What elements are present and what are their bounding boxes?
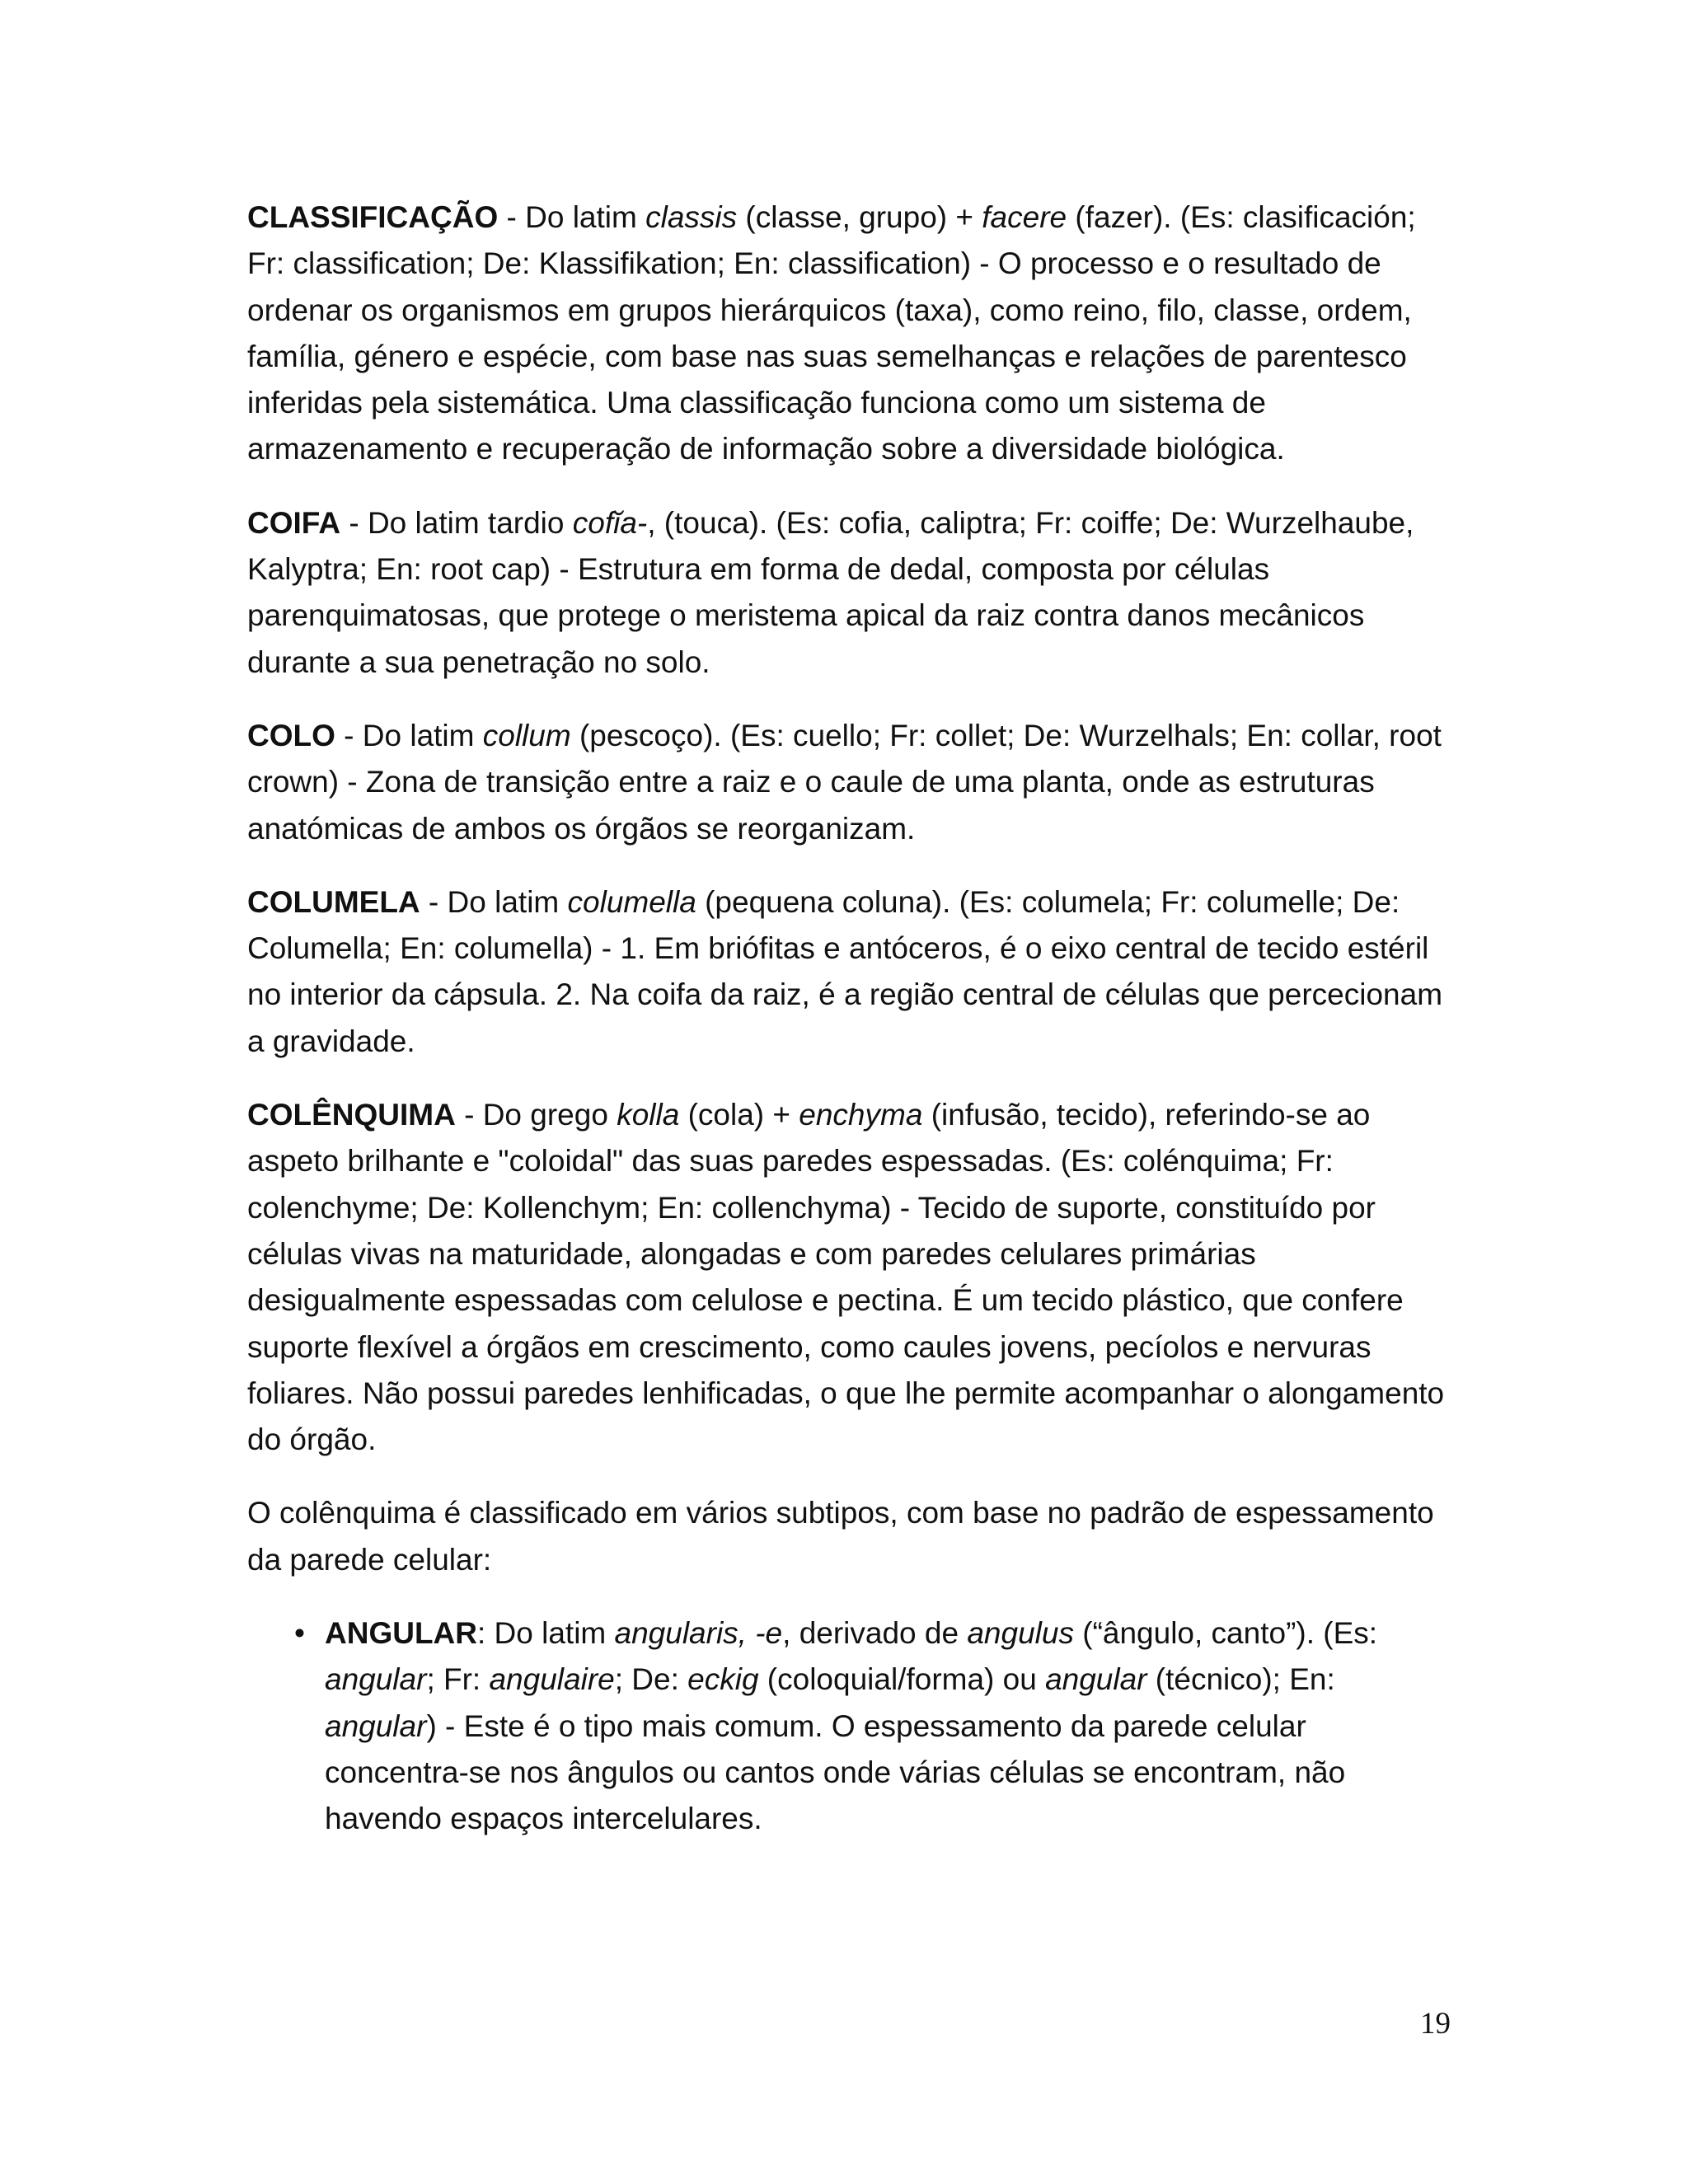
entry-text-segment: - Do grego <box>455 1098 617 1132</box>
glossary-entry-colenquima <box>247 1092 1451 1463</box>
subtype-text-segment: (técnico); En: <box>1146 1662 1335 1697</box>
subtype-text-segment: : Do latim <box>476 1616 615 1651</box>
entry-term: CLASSIFICAÇÃO <box>247 200 499 234</box>
subtype-text-segment: ; De: <box>614 1662 688 1697</box>
entry-text-segment: - Do latim <box>498 200 646 234</box>
subtype-italic-word: eckig <box>687 1662 759 1697</box>
entry-text-segment: (pequena coluna). (Es: columela; Fr: columelle; De: Columella; En: columella) - 1. Em briófitas e antóceros, é o eixo central de tecido estéril no interior da cápsula. 2. Na coifa da raiz, é a região central de células que percecionam a gravidade. <box>247 884 1443 1058</box>
entry-text-segment: - Do latim <box>420 884 568 919</box>
entry-text-segment: (classe, grupo) + <box>737 200 982 234</box>
glossary-entry-colo <box>247 713 1451 852</box>
entry-italic-word: columella <box>567 884 696 919</box>
subtype-italic-word: angulus <box>967 1616 1074 1651</box>
bullet-icon: • <box>294 1616 305 1651</box>
subtype-italic-word: angularis, -e <box>614 1616 783 1651</box>
list-item-angular <box>294 1610 1451 1842</box>
page-number: 19 <box>1420 2007 1451 2041</box>
subtype-text-segment: (coloquial/forma) ou <box>758 1662 1046 1697</box>
entry-italic-word: kolla <box>617 1098 680 1132</box>
entry-term: COLUMELA <box>247 884 420 919</box>
entry-term: COLÊNQUIMA <box>247 1098 456 1132</box>
entry-text-segment: (fazer). (Es: clasificación; Fr: classification; De: Klassifikation; En: classification) - O processo e o resultado de ordenar os organismos em grupos hierárquicos (taxa), como reino, filo, classe, ordem, família, género e espécie, com base nas suas semelhanças e relações de parentesco inferidas pela sistemática. Uma classificação funciona como um sistema de armazenamento e recuperação de informação sobre a diversidade biológica. <box>247 200 1416 466</box>
entry-text <box>247 879 1451 1065</box>
entry-italic-word: cofĭa- <box>572 505 648 540</box>
entry-text <box>247 194 1451 473</box>
glossary-entry-columela <box>247 879 1451 1065</box>
entry-italic-word: collum <box>482 718 571 752</box>
entry-italic-word: enchyma <box>799 1098 923 1132</box>
document-body <box>247 194 1451 1843</box>
entry-text-segment: (cola) + <box>679 1098 799 1132</box>
entry-text-segment: - Do latim <box>335 718 483 752</box>
entry-text <box>247 1092 1451 1463</box>
subtype-term: ANGULAR <box>325 1616 477 1651</box>
entry-text-segment: (infusão, tecido), referindo-se ao aspeto brilhante e "coloidal" das suas paredes espessadas. (Es: colénquima; Fr: colenchyme; De: Kollenchym; En: collenchyma) - Tecido de suporte, constituído por células vivas na maturidade, alongadas e com paredes celulares primárias desigualmente espessadas com celulose e pectina. É um tecido plástico, que confere suporte flexível a órgãos em crescimento, como caules jovens, pecíolos e nervuras foliares. Não possui paredes lenhificadas, o que lhe permite acompanhar o alongamento do órgão. <box>247 1098 1445 1457</box>
subtype-text-segment: (“ângulo, canto”). (Es: <box>1073 1616 1378 1651</box>
subtypes-list <box>247 1610 1451 1842</box>
entry-italic-word: facere <box>982 200 1067 234</box>
subtype-italic-word: angular <box>325 1662 427 1697</box>
subtype-text-segment: ; Fr: <box>426 1662 490 1697</box>
entry-text-segment: , (touca). (Es: cofia, caliptra; Fr: coiffe; De: Wurzelhaube, Kalyptra; En: root cap) - Estrutura em forma de dedal, composta por células parenquimatosas, que protege o meristema apical da raiz contra danos mecânicos durante a sua penetração no solo. <box>247 505 1414 679</box>
glossary-entry-coifa <box>247 500 1451 686</box>
subtypes-intro-paragraph <box>247 1490 1451 1583</box>
subtypes-intro-text: O colênquima é classificado em vários subtipos, com base no padrão de espessamento da parede celular: <box>247 1496 1434 1577</box>
entry-text <box>247 713 1451 852</box>
subtype-italic-word: angular <box>325 1708 427 1743</box>
subtype-text-segment: , derivado de <box>782 1616 968 1651</box>
entry-text-segment: (pescoço). (Es: cuello; Fr: collet; De: Wurzelhals; En: collar, root crown) - Zona de transição entre a raiz e o caule de uma planta, onde as estruturas anatómicas de ambos os órgãos se reorganizam. <box>247 718 1442 846</box>
subtype-italic-word: angulaire <box>489 1662 615 1697</box>
entry-text-segment: - Do latim tardio <box>340 505 573 540</box>
entry-term: COLO <box>247 718 335 752</box>
entry-term: COIFA <box>247 505 341 540</box>
subtype-text-segment: ) - Este é o tipo mais comum. O espessamento da parede celular concentra-se nos ângulos ou cantos onde várias células se encontram, não havendo espaços intercelulares. <box>325 1708 1346 1836</box>
subtype-italic-word: angular <box>1045 1662 1147 1697</box>
entry-italic-word: classis <box>645 200 738 234</box>
glossary-entry-classificacao <box>247 194 1451 473</box>
entry-text <box>247 500 1451 686</box>
